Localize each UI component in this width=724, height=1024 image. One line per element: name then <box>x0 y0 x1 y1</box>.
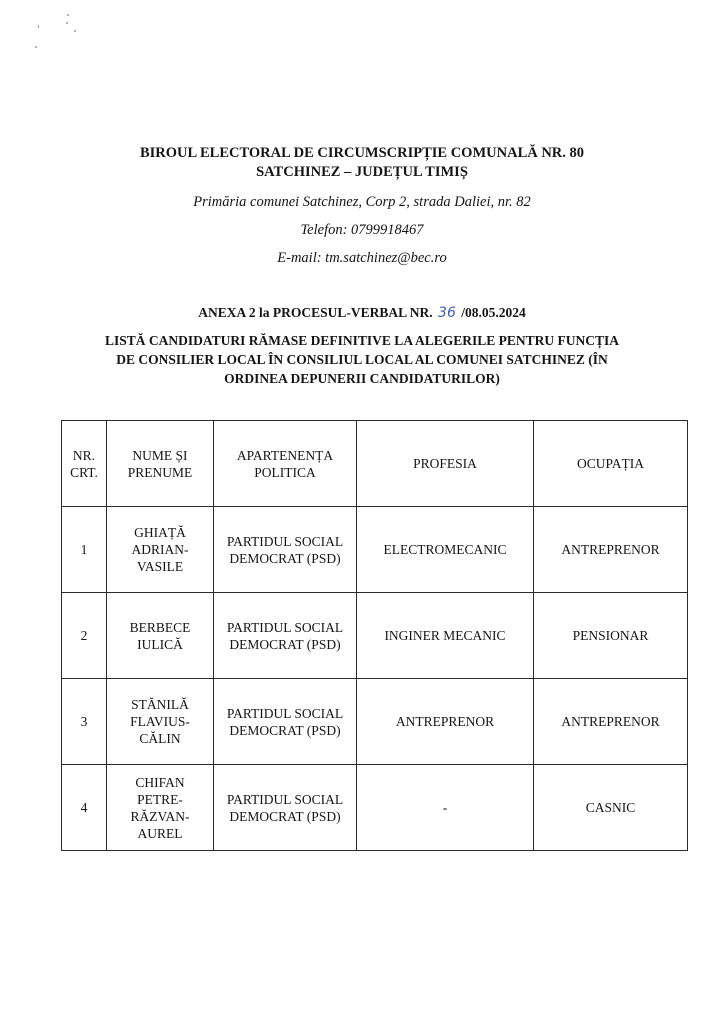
name-line: RĂZVAN- <box>130 808 190 824</box>
table-row <box>62 679 688 765</box>
header-name-line2: PRENUME <box>127 464 193 480</box>
candidates-table <box>61 420 688 851</box>
list-title-line3: ORDINEA DEPUNERII CANDIDATURILOR) <box>224 371 500 386</box>
cell-nr: 1 <box>62 507 107 593</box>
header-name <box>107 421 214 507</box>
list-title <box>0 331 724 388</box>
annex-suffix: /08.05.2024 <box>461 305 526 320</box>
cell-party <box>214 593 357 679</box>
header-nr-line1: NR. <box>72 447 96 463</box>
cell-nr: 2 <box>62 593 107 679</box>
name-line: BERBECE <box>129 619 191 635</box>
cell-profession: ANTREPRENOR <box>357 679 534 765</box>
header-nr-line2: CRT. <box>70 464 98 480</box>
party-line: DEMOCRAT (PSD) <box>229 722 341 738</box>
scan-speck <box>74 30 76 32</box>
cell-party <box>214 507 357 593</box>
scan-speck <box>66 22 68 24</box>
cell-occupation: CASNIC <box>534 765 688 851</box>
office-phone: Telefon: 0799918467 <box>300 222 424 238</box>
header-occupation: OCUPAȚIA <box>534 421 688 507</box>
cell-occupation: ANTREPRENOR <box>534 507 688 593</box>
header-party-line1: APARTENENȚA <box>236 447 334 463</box>
cell-profession: - <box>357 765 534 851</box>
header-profession: PROFESIA <box>357 421 534 507</box>
scan-speck <box>35 46 37 48</box>
table-row <box>62 507 688 593</box>
party-line: PARTIDUL SOCIAL <box>226 619 344 635</box>
name-line: STĂNILĂ <box>131 697 189 712</box>
party-line: DEMOCRAT (PSD) <box>229 550 341 566</box>
party-line: DEMOCRAT (PSD) <box>229 808 341 824</box>
name-line: CĂLIN <box>139 731 181 746</box>
header-party-line2: POLITICA <box>254 464 316 480</box>
table-row <box>62 765 688 851</box>
table-row <box>62 593 688 679</box>
scan-speck <box>38 25 39 28</box>
office-address: Primăria comunei Satchinez, Corp 2, strada Daliei, nr. 82 <box>193 194 531 210</box>
cell-profession: INGINER MECANIC <box>357 593 534 679</box>
header-party <box>214 421 357 507</box>
office-title-line1: BIROUL ELECTORAL DE CIRCUMSCRIPȚIE COMUNALĂ NR. 80 <box>139 145 585 161</box>
party-line: PARTIDUL SOCIAL <box>226 705 344 721</box>
cell-name <box>107 765 214 851</box>
cell-profession: ELECTROMECANIC <box>357 507 534 593</box>
party-line: PARTIDUL SOCIAL <box>226 791 344 807</box>
cell-nr: 4 <box>62 765 107 851</box>
office-email: E-mail: tm.satchinez@bec.ro <box>277 250 447 266</box>
name-line: CHIFAN <box>135 774 185 790</box>
name-line: AUREL <box>137 825 183 841</box>
party-line: PARTIDUL SOCIAL <box>226 533 344 549</box>
table-header-row <box>62 421 688 507</box>
cell-party <box>214 765 357 851</box>
cell-name <box>107 507 214 593</box>
header-nr <box>62 421 107 507</box>
name-line: IULICĂ <box>137 636 183 652</box>
scan-speck <box>67 14 69 16</box>
name-line: GHIAȚĂ <box>134 525 186 540</box>
cell-name <box>107 679 214 765</box>
cell-occupation: PENSIONAR <box>534 593 688 679</box>
cell-party <box>214 679 357 765</box>
header-name-line1: NUME ȘI <box>132 447 188 463</box>
office-title-line2: SATCHINEZ – JUDEȚUL TIMIȘ <box>256 164 468 180</box>
name-line: PETRE- <box>137 791 183 807</box>
party-line: DEMOCRAT (PSD) <box>229 636 341 652</box>
annex-line <box>0 305 724 321</box>
annex-prefix: ANEXA 2 la PROCESUL-VERBAL NR. <box>198 305 433 320</box>
list-title-line1: LISTĂ CANDIDATURI RĂMASE DEFINITIVE LA ALEGERILE PENTRU FUNCȚIA <box>105 333 619 348</box>
name-line: VASILE <box>136 559 184 574</box>
cell-name <box>107 593 214 679</box>
name-line: FLAVIUS- <box>130 714 190 729</box>
list-title-line2: DE CONSILIER LOCAL ÎN CONSILIUL LOCAL AL COMUNEI SATCHINEZ (ÎN <box>116 352 608 367</box>
cell-occupation: ANTREPRENOR <box>534 679 688 765</box>
cell-nr: 3 <box>62 679 107 765</box>
name-line: ADRIAN- <box>131 542 189 557</box>
handwritten-pv-number: 36 <box>438 305 456 321</box>
